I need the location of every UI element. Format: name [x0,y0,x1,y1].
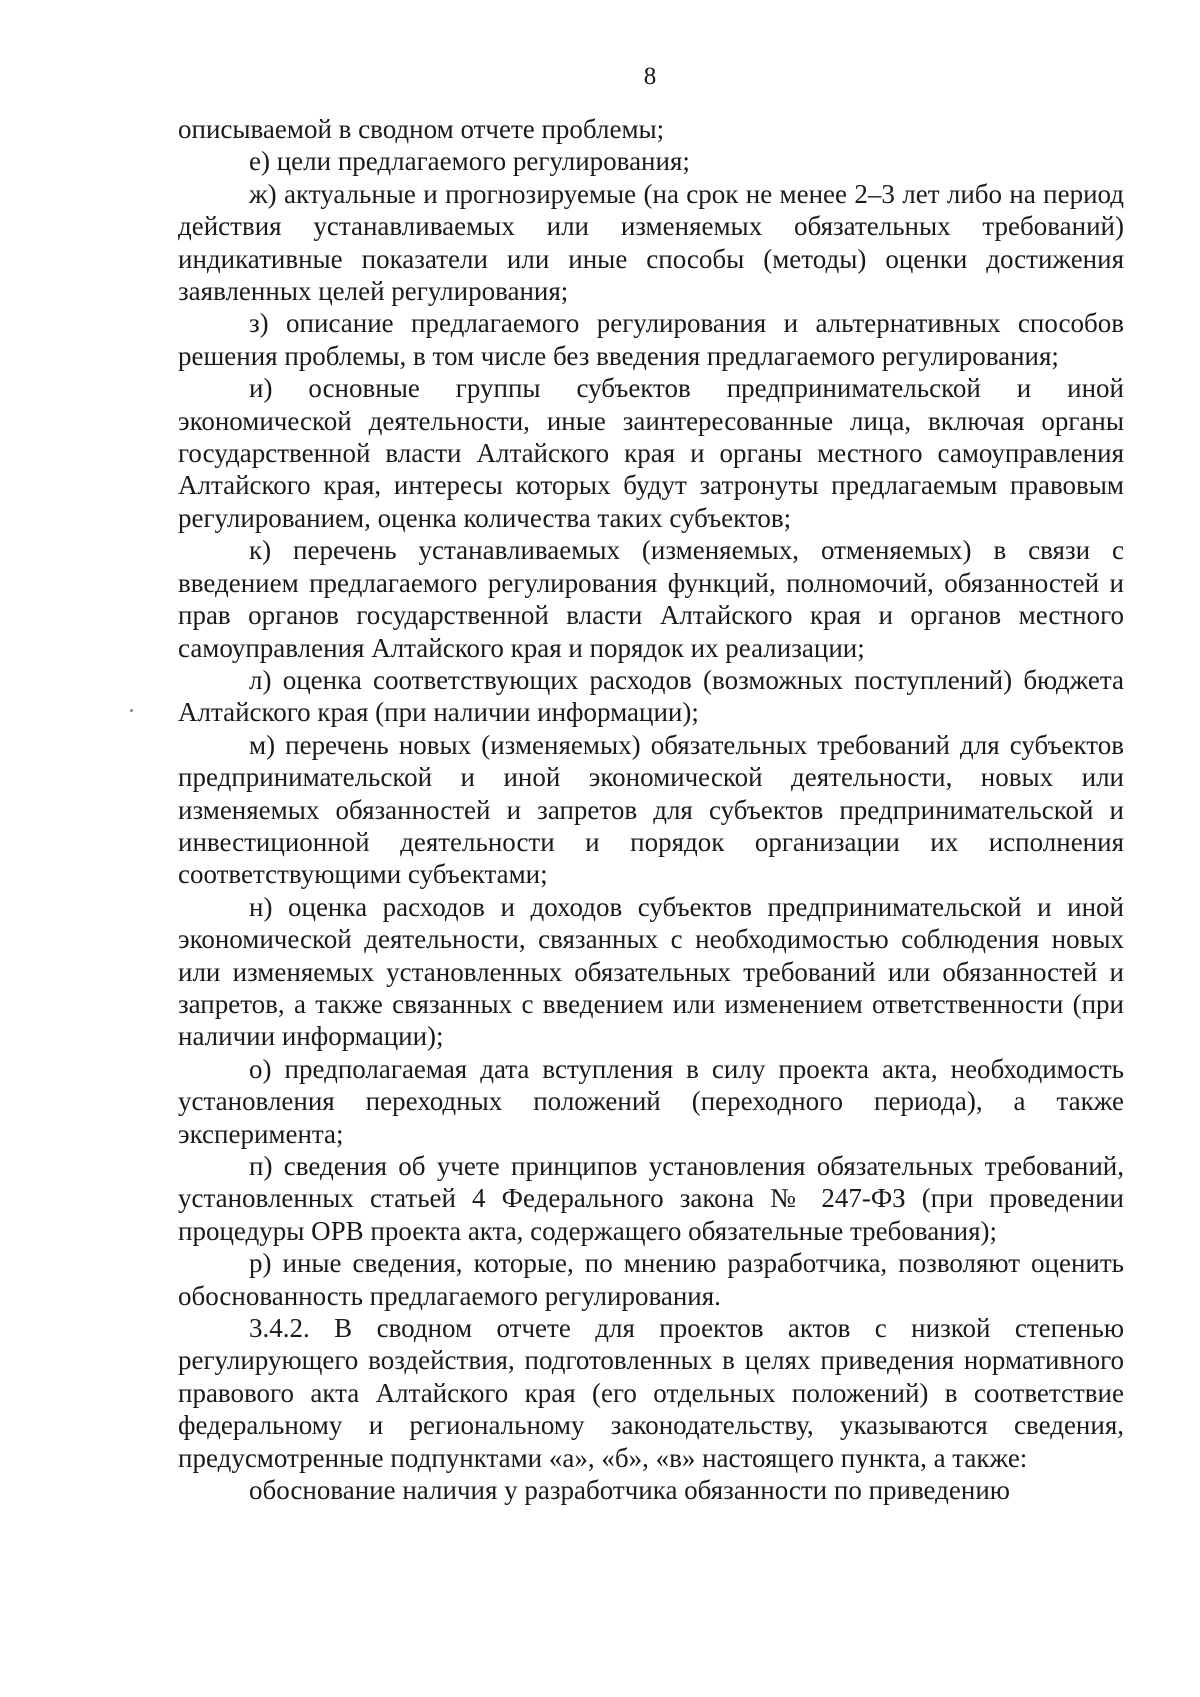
paragraph-item-o: о) предполагаемая дата вступления в силу проекта акта, необходимость установления переходных положений (переходного периода), а также эксперимента; [178,1053,1124,1149]
paragraph-item-e: е) цели предлагаемого регулирования; [249,146,690,177]
paragraph-item-k: к) перечень устанавливаемых (изменяемых, отменяемых) в связи с введением предлагаемого регулирования функций, полномочий, обязанностей и прав органов государственной власти Алтайского края и органов местного самоуправления Алтайского края и порядок их реализации; [178,535,1124,663]
paragraph-item-i: и) основные группы субъектов предпринимательской и иной экономической деятельности, иные заинтересованные лица, включая органы государственной власти Алтайского края и органы местного самоуправления Алтайского края, интересы которых будут затронуты предлагаемым правовым регулированием, оценка количества таких субъектов; [178,373,1124,533]
page-number: 8 [643,63,657,90]
document-body [178,113,1124,1506]
paragraph-item-m: м) перечень новых (изменяемых) обязательных требований для субъектов предпринимательской и иной экономической деятельности, новых или изменяемых обязанностей и запретов для субъектов предпринимательской и инвестиционной деятельности и порядок организации их исполнения соответствующими субъектами; [178,729,1124,890]
paragraph-item-z: з) описание предлагаемого регулирования и альтернативных способов решения проблемы, в том числе без введения предлагаемого регулирования; [178,308,1124,371]
paragraph-continuation: описываемой в сводном отчете проблемы; [178,114,665,144]
paragraph-item-l: л) оценка соответствующих расходов (возможных поступлений) бюджета Алтайского края (при наличии информации); [178,664,1124,728]
paragraph-section-3-4-2: 3.4.2. В сводном отчете для проектов актов с низкой степенью регулирующего воздействия, подготовленных в целях приведения нормативного правового акта Алтайского края (его отдельных положений) в соответствие федеральному и региональному законодательству, указываются сведения, предусмотренные подпунктами «а», «б», «в» настоящего пункта, а также: [178,1313,1124,1473]
paragraph-item-r: р) иные сведения, которые, по мнению разработчика, позволяют оценить обоснованность предлагаемого регулирования. [178,1248,1124,1311]
paragraph-item-n: н) оценка расходов и доходов субъектов предпринимательской и иной экономической деятельности, связанных с необходимостью соблюдения новых или изменяемых установленных обязательных требований или обязанностей и запретов, а также связанных с введением или изменением ответственности (при наличии информации); [178,891,1124,1052]
scan-artifact-dot [130,709,133,712]
paragraph-justification: обоснование наличия у разработчика обязанности по приведению [249,1475,1010,1506]
paragraph-item-p: п) сведения об учете принципов установления обязательных требований, установленных статьей 4 Федерального закона № 247-ФЗ (при проведении процедуры ОРВ проекта акта, содержащего обязательные требования); [178,1151,1124,1246]
paragraph-item-zh: ж) актуальные и прогнозируемые (на срок не менее 2–3 лет либо на период действия устанавливаемых или изменяемых обязательных требований) индикативные показатели или иные способы (методы) оценки достижения заявленных целей регулирования; [178,178,1124,307]
